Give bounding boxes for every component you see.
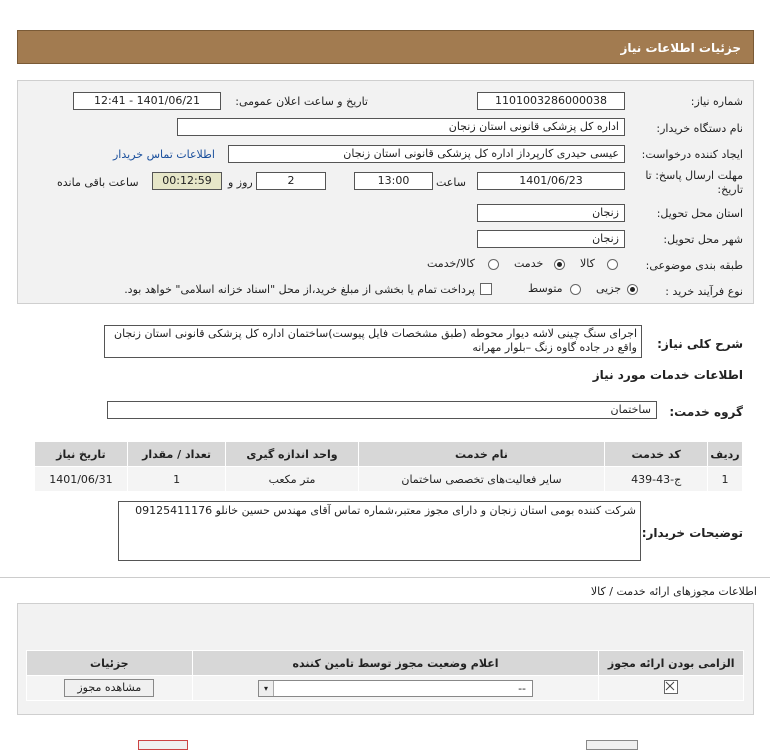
col-need-date: تاریخ نیاز: [35, 442, 128, 467]
page-header: [17, 30, 754, 64]
treasury-payment-note: پرداخت تمام یا بخشی از مبلغ خرید،از محل "اسناد خزانه اسلامی" خواهد بود.: [124, 283, 475, 296]
page-title: جزئیات اطلاعات نیاز: [620, 41, 741, 55]
need-number-label: شماره نیاز:: [690, 95, 743, 108]
bottom-action-button-1[interactable]: [138, 740, 188, 750]
bottom-action-button-2[interactable]: [586, 740, 638, 750]
category-radio-service[interactable]: [554, 259, 565, 270]
category-option-goods: کالا: [580, 257, 595, 270]
services-table: [34, 441, 743, 492]
deadline-date-field: 1401/06/23: [477, 172, 625, 190]
deadline-time-field: 13:00: [354, 172, 433, 190]
process-radio-small[interactable]: [627, 284, 638, 295]
announce-date-label: تاریخ و ساعت اعلان عمومی:: [235, 95, 368, 108]
category-radio-goods[interactable]: [607, 259, 618, 270]
description-field: اجرای سنگ چینی لاشه دیوار محوطه (طبق مشخصات فایل پیوست)ساختمان اداره کل پزشکی قانونی استان زنجان واقع در جاده گاوه زنگ –بلوار مهرانه: [104, 325, 642, 358]
view-license-button[interactable]: مشاهده مجوز: [64, 679, 154, 697]
license-status-value: --: [518, 681, 527, 695]
cell-need-date: 1401/06/31: [35, 467, 128, 492]
col-details: جزئیات: [27, 651, 193, 676]
requester-field: عیسی حیدری کارپرداز اداره کل پزشکی قانونی استان زنجان: [228, 145, 625, 163]
buyer-notes-label: توضیحات خریدار:: [641, 526, 743, 540]
licenses-section-title: اطلاعات مجوزهای ارائه خدمت / کالا: [590, 585, 757, 598]
announce-date-field: 1401/06/21 - 12:41: [73, 92, 221, 110]
city-field: زنجان: [477, 230, 625, 248]
days-remaining-field: 2: [256, 172, 326, 190]
cell-service-code: ج-43-439: [605, 467, 708, 492]
col-quantity: تعداد / مقدار: [127, 442, 226, 467]
need-details-panel: [17, 80, 754, 304]
services-table-header: [35, 442, 743, 467]
col-license-status: اعلام وضعیت مجوز توسط تامین کننده: [192, 651, 599, 676]
city-label: شهر محل تحویل:: [663, 233, 743, 246]
deadline-label: مهلت ارسال پاسخ: تا: [645, 169, 743, 182]
buyer-contact-link[interactable]: اطلاعات تماس خریدار: [113, 148, 215, 161]
province-label: استان محل تحویل:: [656, 207, 743, 220]
category-radio-goods-service[interactable]: [488, 259, 499, 270]
col-unit: واحد اندازه گیری: [226, 442, 358, 467]
table-row: [27, 676, 744, 701]
license-status-select[interactable]: [258, 680, 533, 697]
deadline-time-label: ساعت: [436, 176, 466, 189]
table-row: [35, 467, 743, 492]
service-group-field: ساختمان: [107, 401, 657, 419]
need-number-field: 1101003286000038: [477, 92, 625, 110]
process-option-small: جزیی: [596, 282, 622, 295]
buyer-notes-field: شرکت کننده بومی استان زنجان و دارای مجوز معتبر،شماره تماس آقای مهندس حسین خانلو 09125411176: [118, 501, 641, 561]
services-section-title: اطلاعات خدمات مورد نیاز: [592, 368, 743, 382]
licenses-table: [26, 650, 744, 701]
category-option-goods-service: کالا/خدمت: [427, 257, 475, 270]
province-field: زنجان: [477, 204, 625, 222]
days-label: روز و: [228, 176, 253, 189]
service-group-label: گروه خدمت:: [669, 405, 743, 419]
remaining-time-label: ساعت باقی مانده: [57, 176, 139, 189]
cell-license-status: [192, 676, 599, 701]
section-divider: [0, 577, 770, 578]
treasury-payment-checkbox[interactable]: [480, 283, 492, 295]
cell-details: [27, 676, 193, 701]
license-required-checkbox: [664, 680, 678, 694]
col-license-required: الزامی بودن ارائه مجوز: [599, 651, 744, 676]
requester-label: ایجاد کننده درخواست:: [641, 148, 743, 161]
category-option-service: خدمت: [514, 257, 544, 270]
cell-service-name: سایر فعالیت‌های تخصصی ساختمان: [358, 467, 605, 492]
process-radio-medium[interactable]: [570, 284, 581, 295]
category-label: طبقه بندی موضوعی:: [645, 259, 743, 272]
cell-row: 1: [707, 467, 742, 492]
deadline-label-date: تاریخ:: [717, 183, 743, 196]
cell-unit: متر مکعب: [226, 467, 358, 492]
description-label: شرح کلی نیاز:: [657, 337, 743, 351]
process-option-medium: متوسط: [528, 282, 563, 295]
buyer-org-field: اداره کل پزشکی قانونی استان زنجان: [177, 118, 625, 136]
process-type-label: نوع فرآیند خرید :: [665, 285, 743, 298]
col-service-name: نام خدمت: [358, 442, 605, 467]
cross-icon: [664, 680, 676, 692]
cell-license-required: [599, 676, 744, 701]
licenses-table-header: [27, 651, 744, 676]
remaining-time-field: 00:12:59: [152, 172, 222, 190]
cell-quantity: 1: [127, 467, 226, 492]
col-service-code: کد خدمت: [605, 442, 708, 467]
chevron-down-icon[interactable]: ▾: [259, 681, 274, 696]
col-row: ردیف: [707, 442, 742, 467]
buyer-org-label: نام دستگاه خریدار:: [656, 122, 743, 135]
